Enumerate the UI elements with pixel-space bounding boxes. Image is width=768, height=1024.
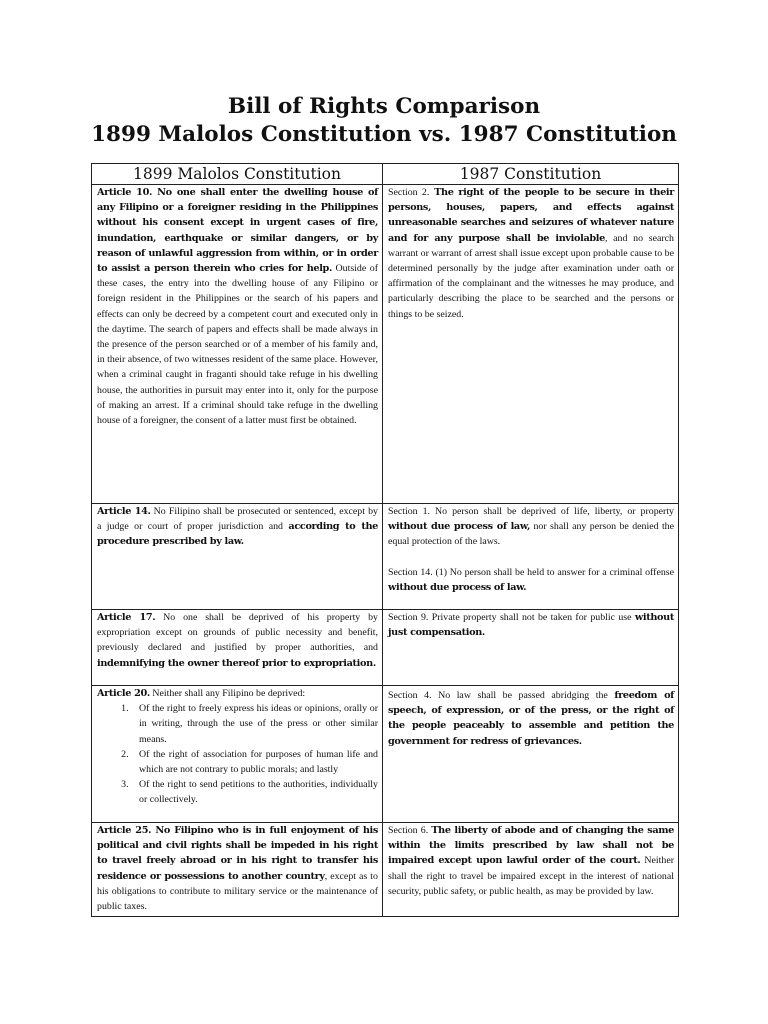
list-item: 1. Of the right to freely express his ideas or opinions, orally or in writing, through the use of the press or other similar means. xyxy=(131,701,378,747)
table-row xyxy=(92,504,679,610)
article-label: Article 17. xyxy=(97,612,156,623)
section-text: , and no search warrant or warrant of arrest shall issue except upon probable cause to be determined personally by the judge after examination under oath or affirmation of the complainant and the witnesses he may produce, and particularly describing the place to be searched and the persons or things to be seized. xyxy=(388,232,674,320)
article-text: No Filipino shall be prosecuted or sentenced, except by a judge or court of proper jurisdiction and xyxy=(97,506,378,533)
article-text: Neither shall any Filipino be deprived: xyxy=(149,688,306,699)
malolos-article-10 xyxy=(92,185,383,504)
section-text: Section 6. xyxy=(388,825,432,836)
section-text: nor shall any person be denied the equal protection of the laws. xyxy=(388,521,675,548)
article-label: Article 14. xyxy=(97,506,151,517)
article-label: Article 20. xyxy=(97,688,150,699)
section-text: Section 14. (1) No person shall be held to answer for a criminal offense xyxy=(388,566,674,578)
1987-section-9 xyxy=(383,610,679,686)
article-bold-text: indemnifying the owner thereof prior to expropriation. xyxy=(97,657,376,669)
table-row xyxy=(92,610,679,686)
1987-section-2 xyxy=(383,185,679,504)
section-bold-text: freedom of speech, of expression, or of the press, or the right of the people peaceably to assemble and petition the government for redress of grievances. xyxy=(388,690,674,747)
article-label: Article 10. xyxy=(97,187,152,198)
1987-section-6 xyxy=(383,823,679,917)
section-bold-text: without just compensation. xyxy=(388,612,674,639)
table-header-row xyxy=(92,164,679,185)
article-bold-text: according to the procedure prescribed by law. xyxy=(97,521,378,548)
table-row xyxy=(92,823,679,917)
section-bold-text: The right of the people to be secure in their persons, houses, papers, and effects against unreasonable searches and seizures of whatever nature and for any purpose shall be inviolable xyxy=(388,187,674,244)
1987-section-4 xyxy=(383,686,679,823)
section-bold-text: without due process of law. xyxy=(388,581,527,593)
article-text: Outside of these cases, the entry into the dwelling house of any Filipino or foreign resident in the Philippines or the search of his papers and effects can only be decreed by a competent court and executed only in the daytime. The search of papers and effects shall be made always in the presence of the person searched or of a member of his family and, in their absence, of two witnesses resident of the same place. However, when a criminal caught in fraganti should take refuge in his dwelling house, the authorities in pursuit may enter into it, only for the purpose of making an arrest. If a criminal should take refuge in the dwelling house of a foreigner, the consent of a latter must first be obtained. xyxy=(97,263,378,427)
document-subtitle: 1899 Malolos Constitution vs. 1987 Constitution xyxy=(91,122,677,147)
article-text: No one shall be deprived of his property by expropriation except on grounds of public necessity and benefit, previously declared and justified by proper authorities, and xyxy=(97,612,378,654)
section-14-paragraph xyxy=(388,565,674,595)
section-bold-text: without due process of law, xyxy=(388,521,531,533)
section-label: Section 1. xyxy=(388,506,431,517)
document-title: Bill of Rights Comparison xyxy=(227,94,541,119)
section-text: Section 4. No law shall be passed abridging the xyxy=(388,690,615,701)
section-text: Section 9. Private property shall not be taken for public use xyxy=(388,612,635,623)
section-text: No person shall be deprived of life, liberty, or property xyxy=(430,506,674,517)
rights-list xyxy=(97,701,378,807)
article-label: Article 25. xyxy=(97,825,152,836)
comparison-table xyxy=(91,163,679,917)
list-item: 2. Of the right of association for purposes of human life and which are not contrary to public morals; and lastly xyxy=(131,747,378,777)
section-label: Section 2. xyxy=(388,187,430,198)
article-bold-text: No Filipino who is in full enjoyment of his political and civil rights shall be impeded in his right to travel freely abroad or in his right to transfer his residence or possessions to another country xyxy=(97,825,378,882)
malolos-article-14 xyxy=(92,504,383,610)
table-row xyxy=(92,185,679,504)
1987-section-1-and-14 xyxy=(383,504,679,610)
table-row xyxy=(92,686,679,823)
list-item: 3. Of the right to send petitions to the authorities, individually or collectively. xyxy=(131,777,378,807)
section-text: Neither shall the right to travel be impaired except in the interest of national security, public safety, or public health, as may be provided by law. xyxy=(388,855,674,897)
malolos-article-25 xyxy=(92,823,383,917)
article-bold-text: No one shall enter the dwelling house of any Filipino or a foreigner residing in the Philippines without his consent except in urgent cases of fire, inundation, earthquake or similar dangers, or by reason of unlawful aggression from within, or in order to assist a person therein who cries for help. xyxy=(97,187,378,275)
column-header-1987: 1987 Constitution xyxy=(383,164,679,185)
article-text: , except as to his obligations to contribute to military service or the maintenance of public taxes. xyxy=(97,870,378,913)
section-bold-text: The liberty of abode and of changing the same within the limits prescribed by law shall not be impaired except upon lawful order of the court. xyxy=(388,825,674,867)
malolos-article-17 xyxy=(92,610,383,686)
malolos-article-20 xyxy=(92,686,383,823)
section-1-paragraph xyxy=(388,504,674,550)
column-header-malolos: 1899 Malolos Constitution xyxy=(92,164,383,185)
